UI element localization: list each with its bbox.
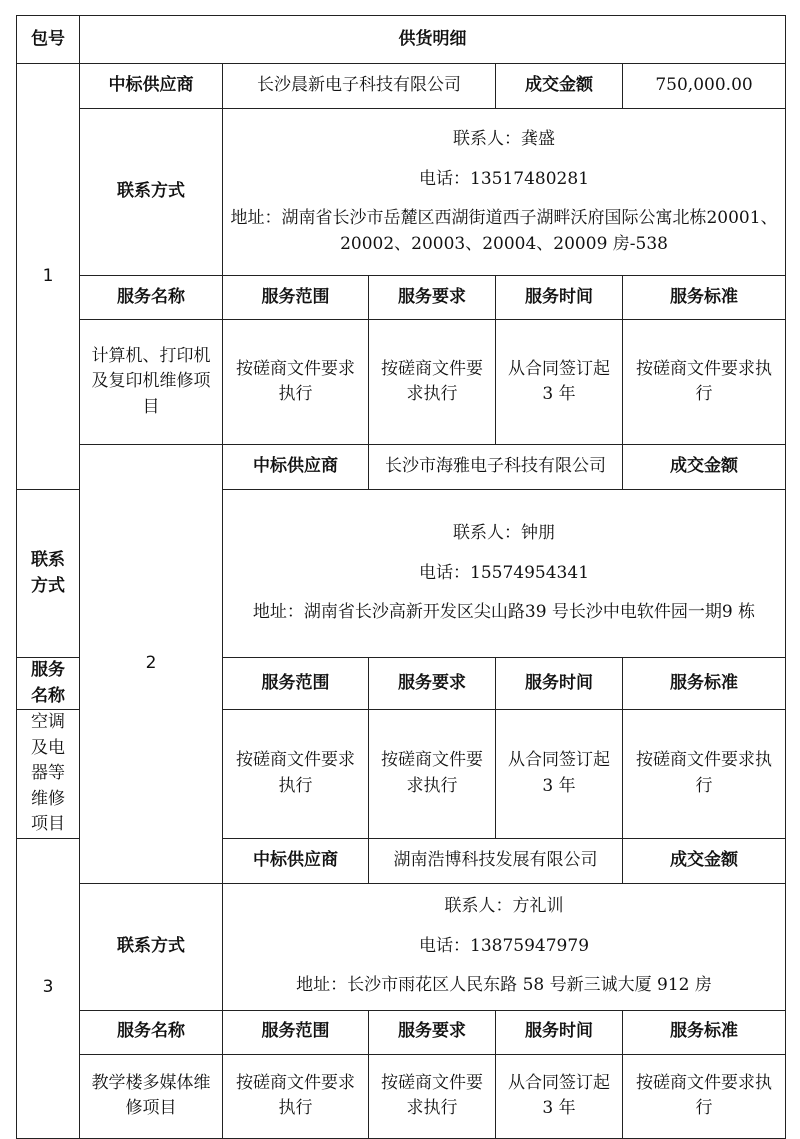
supply-detail-table: [16, 15, 786, 1139]
service-header-row: [17, 276, 786, 320]
service-time-label: 服务时间: [496, 658, 623, 710]
contact-details: [223, 883, 786, 1010]
service-name: 空调及电器等维修项目: [17, 710, 80, 839]
service-name-label: 服务名称: [80, 276, 223, 320]
contact-person: 联系人：方礼训: [444, 896, 564, 917]
contact-row: [17, 109, 786, 276]
service-req: 按磋商文件要求执行: [369, 710, 496, 839]
service-req-label: 服务要求: [369, 1010, 496, 1054]
service-req-label: 服务要求: [369, 658, 496, 710]
contact-phone: 电话：13517480281: [419, 168, 590, 189]
contact-details: [223, 490, 786, 658]
amount-label: 成交金额: [496, 64, 623, 109]
service-time: 从合同签订起 3 年: [496, 710, 623, 839]
amount-value: 750,000.00: [623, 64, 786, 109]
supplier-row: [17, 445, 786, 490]
amount-label: 成交金额: [623, 445, 786, 490]
contact-label: 联系方式: [80, 883, 223, 1010]
contact-label: 联系方式: [17, 490, 80, 658]
service-row: [17, 1054, 786, 1138]
service-time-label: 服务时间: [496, 276, 623, 320]
header-row: [17, 16, 786, 64]
package-number: 3: [17, 838, 80, 1138]
service-std-label: 服务标准: [623, 276, 786, 320]
contact-address: 地址：湖南省长沙市岳麓区西湖街道西子湖畔沃府国际公寓北栋20001、20002、20003、20004、20009 房-538: [230, 208, 778, 254]
service-header-row: [17, 1010, 786, 1054]
contact-person: 联系人：钟朋: [453, 523, 556, 544]
service-scope: 按磋商文件要求执行: [223, 710, 369, 839]
service-scope: 按磋商文件要求执行: [223, 1054, 369, 1138]
supplier-row: [17, 64, 786, 109]
contact-row: [17, 883, 786, 1010]
service-time: 从合同签订起 3 年: [496, 320, 623, 445]
service-std: 按磋商文件要求执行: [623, 1054, 786, 1138]
contact-label: 联系方式: [80, 109, 223, 276]
service-name-label: 服务名称: [80, 1010, 223, 1054]
service-std-label: 服务标准: [623, 658, 786, 710]
contact-address: 地址：湖南省长沙高新开发区尖山路39 号长沙中电软件园一期9 栋: [252, 602, 756, 623]
contact-phone: 电话：15574954341: [419, 562, 590, 583]
supplier-name: 长沙晨新电子科技有限公司: [223, 64, 496, 109]
service-scope: 按磋商文件要求执行: [223, 320, 369, 445]
header-detail-label: 供货明细: [80, 16, 786, 64]
supplier-name: 湖南浩博科技发展有限公司: [369, 838, 623, 883]
service-scope-label: 服务范围: [223, 276, 369, 320]
supplier-name: 长沙市海雅电子科技有限公司: [369, 445, 623, 490]
contact-details: [223, 109, 786, 276]
service-std: 按磋商文件要求执行: [623, 320, 786, 445]
contact-phone: 电话：13875947979: [419, 935, 590, 956]
contact-person: 联系人：龚盛: [453, 129, 556, 149]
service-name: 计算机、打印机及复印机维修项目: [80, 320, 223, 445]
package-number: 1: [17, 64, 80, 490]
service-req: 按磋商文件要求执行: [369, 1054, 496, 1138]
service-name: 教学楼多媒体维修项目: [80, 1054, 223, 1138]
service-name-label: 服务名称: [17, 658, 80, 710]
amount-label: 成交金额: [623, 838, 786, 883]
service-req-label: 服务要求: [369, 276, 496, 320]
supplier-label: 中标供应商: [223, 445, 369, 490]
supplier-label: 中标供应商: [80, 64, 223, 109]
service-req: 按磋商文件要求执行: [369, 320, 496, 445]
service-std: 按磋商文件要求执行: [623, 710, 786, 839]
supplier-label: 中标供应商: [223, 838, 369, 883]
service-row: [17, 320, 786, 445]
service-scope-label: 服务范围: [223, 658, 369, 710]
package-number: 2: [80, 445, 223, 884]
header-pkg-label: 包号: [17, 16, 80, 64]
service-std-label: 服务标准: [623, 1010, 786, 1054]
service-scope-label: 服务范围: [223, 1010, 369, 1054]
service-time: 从合同签订起 3 年: [496, 1054, 623, 1138]
service-time-label: 服务时间: [496, 1010, 623, 1054]
contact-address: 地址：长沙市雨花区人民东路 58 号新三诚大厦 912 房: [296, 975, 712, 996]
